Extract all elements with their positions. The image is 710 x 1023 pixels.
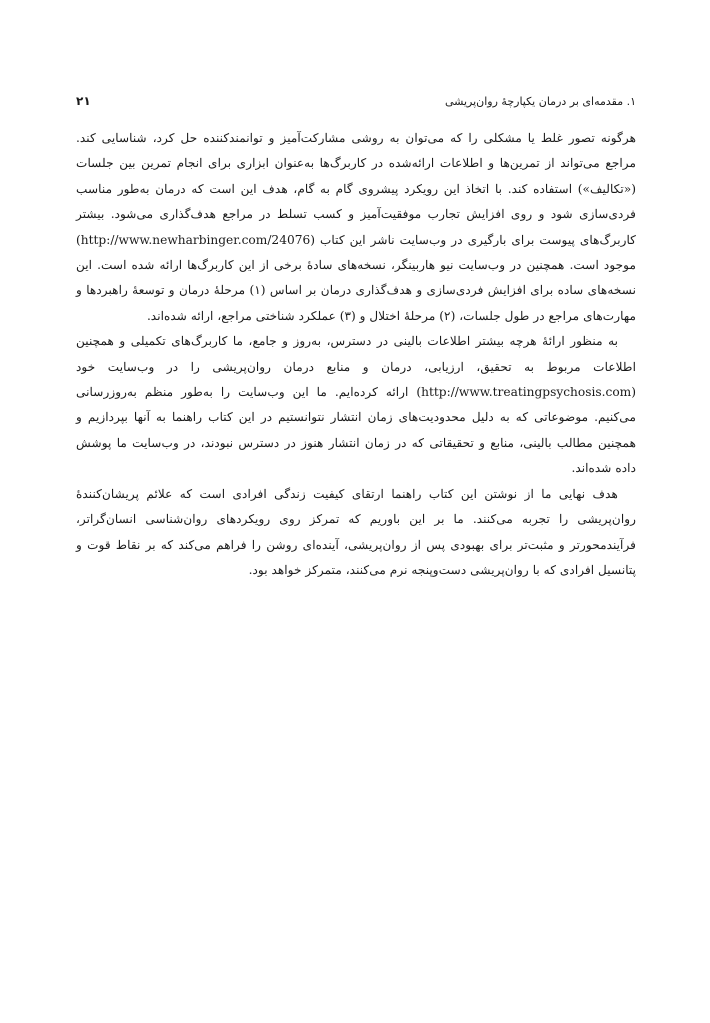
page-number: ۲۱ xyxy=(76,94,91,108)
body-text xyxy=(76,126,636,583)
paragraph-2: به منظور ارائهٔ هرچه بیشتر اطلاعات بالینی در دسترس، به‌روز و جامع، ما کاربرگ‌های تکمیلی و همچنین اطلاعات مربوط به تحقیق، ارزیابی، درمان و منابع درمان روان‌پریشی را در وب‌سایت خود (http://www.treatingpsychosis.com) ارائه کرده‌ایم. ما این وب‌سایت را به‌طور منظم به‌روزرسانی می‌کنیم. موضوعاتی که به دلیل محدودیت‌های زمان انتشار نتوانستیم در این کتاب راهنما به آنها بپردازیم و همچنین مطالب بالینی، منابع و تحقیقاتی که در زمان انتشار هنوز در دسترس نبودند، در وب‌سایت ما پوشش داده شده‌اند. xyxy=(76,334,636,476)
chapter-title: ۱. مقدمه‌ای بر درمان یکپارچهٔ روان‌پریشی xyxy=(445,95,636,108)
paragraph-3: هدف نهایی ما از نوشتن این کتاب راهنما ارتقای کیفیت زندگی افرادی است که علائم پریشان‌کنندهٔ روان‌پریشی را تجربه می‌کنند. ما بر این باوریم که تمرکز روی رویکردهای روان‌شناسی انسان‌گراتر، فرآیندمحورتر و مثبت‌تر برای بهبودی پس از روان‌پریشی، آینده‌ای روشن را فراهم می‌کند که بر نقاط قوت و پتانسیل افرادی که با روان‌پریشی دست‌وپنجه نرم می‌کنند، متمرکز خواهد بود. xyxy=(76,486,636,577)
paragraph-1: هرگونه تصور غلط یا مشکلی را که می‌توان به روشی مشارکت‌آمیز و توانمندکننده حل کرد، شناسایی کند. مراجع می‌تواند از تمرین‌ها و اطلاعات ارائه‌شده در کاربرگ‌ها به‌عنوان ابزاری برای انجام تمرین بین جلسات («تکالیف») استفاده کند. با اتخاذ این رویکرد پیشروی گام به گام، هدف این است که درمان به‌طور مناسب فردی‌سازی شود و روی افزایش تجارب موفقیت‌آمیز و کسب تسلط در مراجع هدف‌گذاری می‌شود. بیشتر کاربرگ‌های پیوست برای بارگیری در وب‌سایت ناشر این کتاب (http://www.newharbinger.com/24076) موجود است. همچنین در وب‌سایت نیو هاربینگر، نسخه‌های سادهٔ برخی از این کاربرگ‌ها ارائه شده است. این نسخه‌های ساده برای افزایش فردی‌سازی و هدف‌گذاری درمان بر اساس (۱) مرحلهٔ درمان و توسعهٔ راهبردها و مهارت‌های مراجع در طول جلسات، (۲) مرحلهٔ اختلال و (۳) عملکرد شناختی مراجع، ارائه شده‌اند. xyxy=(76,131,636,323)
running-header xyxy=(76,94,636,112)
